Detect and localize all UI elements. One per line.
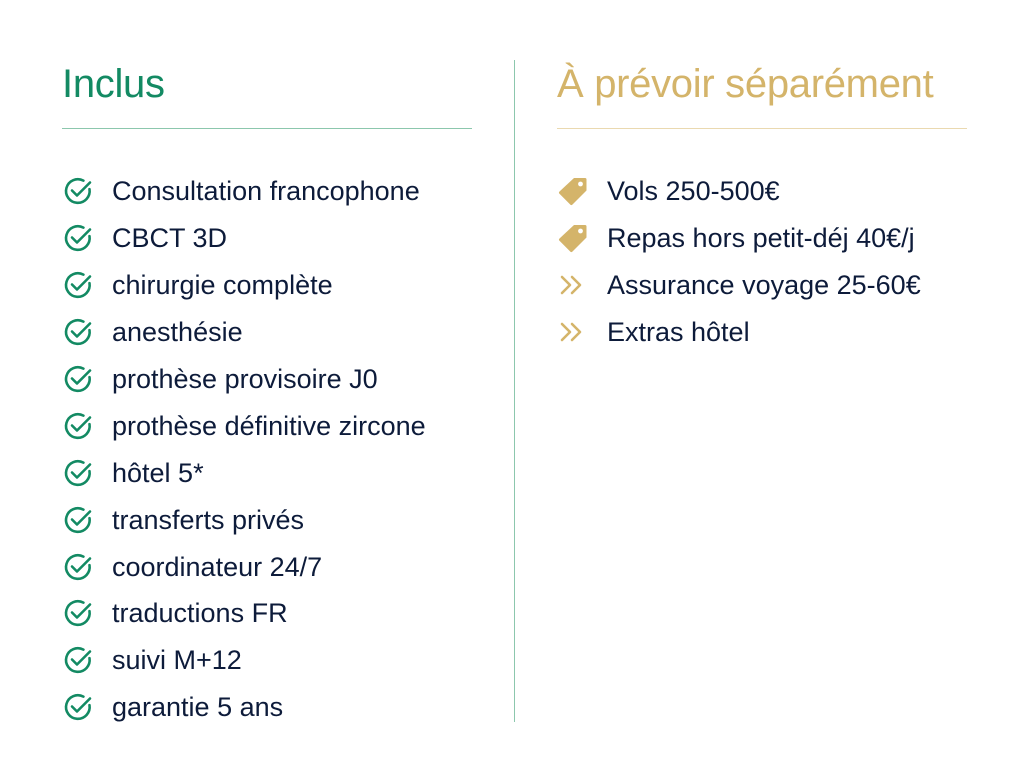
included-heading-rule: [62, 128, 472, 129]
included-list: [62, 168, 426, 731]
separate-heading-rule: [557, 128, 967, 129]
check-circle-icon: [62, 363, 94, 395]
check-circle-icon: [62, 410, 94, 442]
list-item: [62, 590, 426, 637]
double-chevron-right-icon: [557, 316, 589, 348]
list-item: [62, 402, 426, 449]
check-circle-icon: [62, 504, 94, 536]
list-item-label: garantie 5 ans: [112, 692, 284, 723]
list-item: [62, 684, 426, 731]
list-item: [62, 496, 426, 543]
check-circle-icon: [62, 691, 94, 723]
check-circle-icon: [62, 551, 94, 583]
list-item: [62, 262, 426, 309]
list-item-label: Extras hôtel: [607, 317, 750, 348]
check-circle-icon: [62, 457, 94, 489]
check-circle-icon: [62, 597, 94, 629]
list-item-label: transferts privés: [112, 504, 305, 535]
list-item: [557, 215, 921, 262]
column-divider: [514, 60, 515, 722]
check-circle-icon: [62, 644, 94, 676]
check-circle-icon: [62, 269, 94, 301]
check-circle-icon: [62, 316, 94, 348]
list-item: [557, 168, 921, 215]
check-circle-icon: [62, 175, 94, 207]
price-tag-icon: [557, 175, 589, 207]
check-circle-icon: [62, 222, 94, 254]
list-item-label: suivi M+12: [112, 645, 242, 676]
list-item: [62, 543, 426, 590]
list-item-label: Consultation francophone: [112, 176, 420, 207]
list-item-label: traductions FR: [112, 598, 288, 629]
list-item-label: coordinateur 24/7: [112, 551, 323, 582]
separate-list: [557, 168, 921, 356]
list-item: [557, 309, 921, 356]
list-item: [62, 215, 426, 262]
list-item-label: hôtel 5*: [112, 457, 204, 488]
list-item-label: chirurgie complète: [112, 270, 333, 301]
list-item-label: prothèse définitive zircone: [112, 410, 426, 441]
list-item: [62, 356, 426, 403]
list-item: [557, 262, 921, 309]
list-item: [62, 449, 426, 496]
list-item: [62, 168, 426, 215]
list-item-label: Assurance voyage 25-60€: [607, 270, 921, 301]
list-item-label: CBCT 3D: [112, 223, 228, 254]
list-item: [62, 309, 426, 356]
list-item-label: Repas hors petit-déj 40€/j: [607, 223, 915, 254]
included-heading: Inclus: [62, 62, 165, 106]
list-item-label: anesthésie: [112, 317, 243, 348]
double-chevron-right-icon: [557, 269, 589, 301]
list-item-label: Vols 250-500€: [607, 176, 780, 207]
price-tag-icon: [557, 222, 589, 254]
list-item-label: prothèse provisoire J0: [112, 364, 378, 394]
separate-heading: À prévoir séparément: [557, 62, 934, 106]
list-item: [62, 637, 426, 684]
